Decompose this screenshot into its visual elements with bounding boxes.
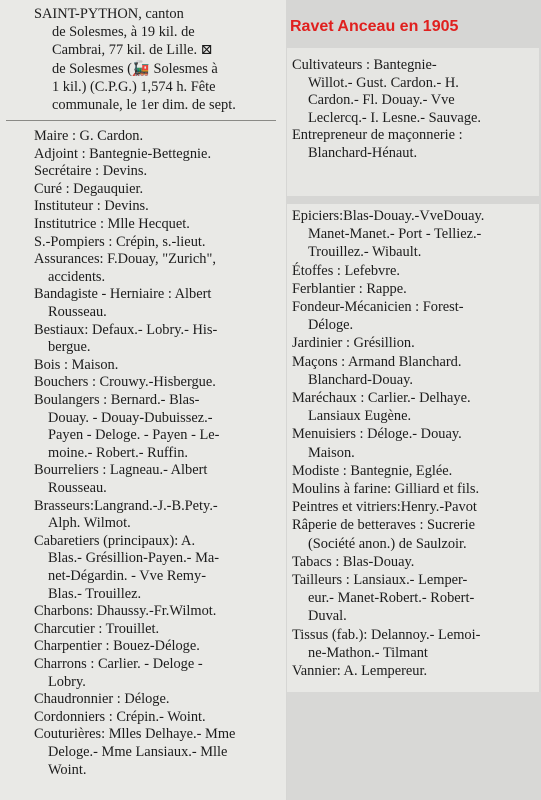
header-line: 1 kil.) (C.P.G.) 1,574 h. Fête bbox=[52, 79, 216, 95]
header-line: de Solesmes, à 19 kil. de bbox=[52, 24, 195, 40]
entry-line: Entrepreneur de maçonnerie : bbox=[292, 127, 463, 143]
entry-line: eur.- Manet-Robert.- Robert- bbox=[308, 590, 475, 607]
entry-line: Râperie de betteraves : Sucrerie bbox=[292, 517, 475, 534]
entry-line: Charpentier : Bouez-Déloge. bbox=[34, 638, 200, 655]
entry-line: moine.- Robert.- Ruffin. bbox=[48, 444, 189, 461]
entry-line: Maçons : Armand Blanchard. bbox=[292, 353, 462, 370]
entry-line: Blas.- Grésillion-Payen.- Ma- bbox=[48, 550, 220, 567]
entry-line: ne-Mathon.- Tilmant bbox=[308, 644, 428, 661]
entry-line: Blas.- Trouillez. bbox=[48, 585, 142, 602]
entry-line: Chaudronnier : Déloge. bbox=[34, 691, 170, 708]
blank-area bbox=[287, 692, 541, 800]
entry-line: Tabacs : Blas-Douay. bbox=[292, 553, 415, 570]
entry-line: Bestiaux: Defaux.- Lobry.- His- bbox=[34, 321, 218, 338]
entry-line: Alph. Wilmot. bbox=[48, 515, 131, 532]
entry-line: Peintres et vitriers:Henry.-Pavot bbox=[292, 499, 477, 516]
entry-line: Trouillez.- Wibault. bbox=[308, 244, 422, 261]
header-line: communale, le 1er dim. de sept. bbox=[52, 97, 236, 113]
entry-line: Vannier: A. Lempereur. bbox=[292, 663, 428, 679]
entry-line: Deloge.- Mme Lansiaux.- Mlle bbox=[48, 744, 228, 760]
entry-line: Cordonniers : Crépin.- Woint. bbox=[34, 708, 206, 725]
entry-line: Institutrice : Mlle Hecquet. bbox=[34, 216, 190, 232]
entry-line: Moulins à farine: Gilliard et fils. bbox=[292, 481, 480, 497]
entry-line: Couturières: Mlles Delhaye.- Mme bbox=[34, 726, 236, 743]
entry-line: Blanchard-Hénaut. bbox=[308, 144, 418, 161]
entry-line: Fondeur-Mécanicien : Forest- bbox=[292, 299, 464, 315]
entry-line: Rousseau. bbox=[48, 480, 107, 496]
entry-line: Cabaretiers (principaux): A. bbox=[34, 532, 196, 549]
entry-line: Maréchaux : Carlier.- Delhaye. bbox=[292, 390, 471, 406]
entry-line: Ferblantier : Rappe. bbox=[292, 280, 407, 297]
entry-line: Lansiaux Eugène. bbox=[308, 408, 412, 425]
header-line: de Solesmes (🚂 Solesmes à bbox=[52, 61, 218, 77]
header-line: SAINT-PYTHON, canton bbox=[34, 6, 184, 22]
entry-line: Bandagiste - Herniaire : Albert bbox=[34, 286, 212, 303]
entry-line: Cultivateurs : Bantegnie- bbox=[292, 57, 437, 73]
entry-line: Déloge. bbox=[308, 317, 354, 334]
entry-line: accidents. bbox=[48, 268, 106, 285]
entry-line: Tailleurs : Lansiaux.- Lemper- bbox=[292, 572, 468, 588]
header-line: Cambrai, 77 kil. de Lille. ⊠ bbox=[52, 42, 213, 58]
entry-line: Epiciers:Blas-Douay.-VveDouay. bbox=[292, 208, 485, 224]
entry-line: Bouchers : Crouwy.-Hisbergue. bbox=[34, 374, 216, 391]
entry-line: Blanchard-Douay. bbox=[308, 371, 413, 388]
entry-line: net-Dégardin. - Vve Remy- bbox=[48, 568, 206, 584]
entry-line: bergue. bbox=[48, 339, 91, 356]
entry-line: Manet-Manet.- Port - Telliez.- bbox=[308, 226, 482, 243]
entry-line: Charrons : Carlier. - Deloge - bbox=[34, 656, 203, 672]
entry-line: Rousseau. bbox=[48, 304, 107, 320]
entry-line: Bois : Maison. bbox=[34, 356, 119, 373]
entry-line: Douay. - Douay-Dubuissez.- bbox=[48, 409, 213, 426]
header-divider bbox=[6, 120, 276, 121]
entry-line: Cardon.- Fl. Douay.- Vve bbox=[308, 92, 455, 108]
entry-line: Menuisiers : Déloge.- Douay. bbox=[292, 426, 462, 443]
entry-line: Adjoint : Bantegnie-Bettegnie. bbox=[34, 145, 212, 162]
entry-line: Boulangers : Bernard.- Blas- bbox=[34, 392, 200, 408]
entry-line: Maire : G. Cardon. bbox=[34, 128, 144, 144]
entry-line: Jardinier : Grésillion. bbox=[292, 335, 415, 352]
entry-line: Charbons: Dhaussy.-Fr.Wilmot. bbox=[34, 603, 217, 620]
banner-title: Ravet Anceau en 1905 bbox=[290, 18, 459, 35]
entry-line: Assurances: F.Douay, "Zurich", bbox=[34, 251, 216, 268]
entry-line: S.-Pompiers : Crépin, s.-lieut. bbox=[34, 233, 206, 250]
entry-line: (Société anon.) de Saulzoir. bbox=[308, 535, 467, 552]
entry-line: Woint. bbox=[48, 761, 87, 778]
entry-line: Étoffes : Lefebvre. bbox=[292, 262, 401, 279]
entry-line: Brasseurs:Langrand.-J.-B.Pety.- bbox=[34, 497, 218, 514]
entry-line: Leclercq.- I. Lesne.- Sauvage. bbox=[308, 109, 481, 126]
entry-line: Instituteur : Devins. bbox=[34, 198, 149, 215]
entry-line: Modiste : Bantegnie, Eglée. bbox=[292, 462, 453, 479]
entry-line: Duval. bbox=[308, 608, 347, 625]
entry-line: Curé : Degauquier. bbox=[34, 180, 144, 197]
entry-line: Payen - Deloge. - Payen - Le- bbox=[48, 427, 220, 444]
entry-line: Bourreliers : Lagneau.- Albert bbox=[34, 462, 208, 479]
entry-line: Charcutier : Trouillet. bbox=[34, 620, 160, 637]
entry-line: Lobry. bbox=[48, 673, 86, 690]
entry-line: Maison. bbox=[308, 444, 355, 461]
entry-line: Willot.- Gust. Cardon.- H. bbox=[308, 74, 459, 91]
entry-line: Tissus (fab.): Delannoy.- Lemoi- bbox=[292, 626, 481, 643]
entry-line: Secrétaire : Devins. bbox=[34, 163, 148, 180]
